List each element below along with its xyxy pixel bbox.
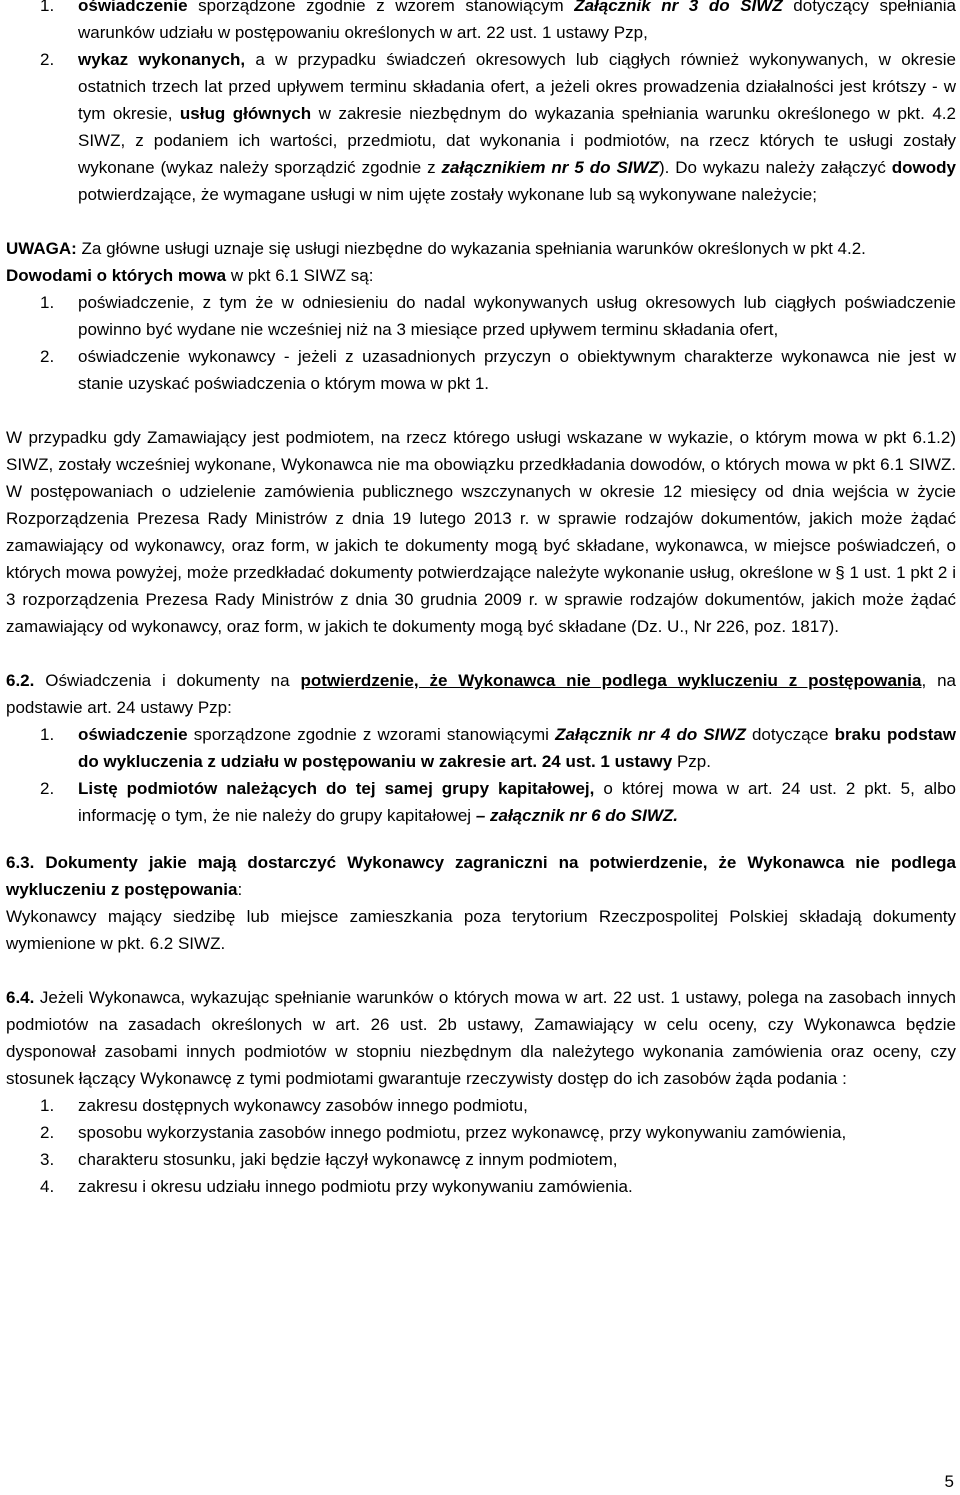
dowody-heading: Dowodami o których mowa w pkt 6.1 SIWZ są: <box>6 266 374 285</box>
uwaga-note: UWAGA: Za główne usługi uznaje się usługi niezbędne do wykazania spełniania warunków określonych w pkt 4.2. <box>6 239 866 258</box>
list-number: 2. <box>40 779 55 798</box>
page-number: 5 <box>944 1472 954 1491</box>
list-item-wykaz: 2. wykaz wykonanych, a w przypadku świadczeń okresowych lub ciągłych również wykonywanych, w okresie ostatnich trzech lat przed upływem terminu składania ofert, a jeżeli okres prowadzenia działalności jest krótszy - w tym okresie, usług głównych w zakresie niezbędnym do wykazania spełniania warunku określonego w pkt. 4.2 SIWZ, z podaniem ich wartości, przedmiotu, dat wykonania i podmiotów, na rzecz których te usługi zostały wykonane (wykaz należy sporządzić zgodnie z załącznikiem nr 5 do SIWZ). Do wykazu należy załączyć dowody potwierdzające, że wymagane usługi w nim ujęte zostały wykonane lub są wykonywane należycie; <box>6 46 956 208</box>
list-number: 1. <box>40 725 55 744</box>
list-item-6-4-4: 4. zakresu i okresu udziału innego podmiotu przy wykonywaniu zamówienia. <box>6 1173 956 1200</box>
section-6-2-heading: 6.2. Oświadczenia i dokumenty na potwierdzenie, że Wykonawca nie podlega wykluczeniu z postępowania, na podstawie art. 24 ustawy Pzp: <box>6 671 956 717</box>
paragraph-zamawiajacy: W przypadku gdy Zamawiający jest podmiotem, na rzecz którego usługi wskazane w wykazie, o którym mowa w pkt 6.1.2) SIWZ, zostały wcześniej wykonane, Wykonawca nie ma obowiązku przedkładania dowodów, o których mowa w pkt 6.1 SIWZ. W postępowaniach o udzielenie zamówienia publicznego wszczynanych w okresie 12 miesięcy od dnia wejścia w życie Rozporządzenia Prezesa Rady Ministrów z dnia 19 lutego 2013 r. w sprawie rodzajów dokumentów, jakich może żądać zamawiający od wykonawcy, oraz form, w jakich te dokumenty mogą być składane, wykonawca, w miejsce poświadczeń, o których mowa powyżej, może przedkładać dokumenty potwierdzające należyte wykonanie usług, określone w § 1 ust. 1 pkt 2 i 3 rozporządzenia Prezesa Rady Ministrów z dnia 30 grudnia 2009 r. w sprawie rodzajów dokumentów, jakich może żądać zamawiający od wykonawcy, oraz form, w jakich te dokumenty mogą być składane (Dz. U., Nr 226, poz. 1817). <box>6 428 956 636</box>
list-number: 2. <box>40 1123 55 1142</box>
list-number: 2. <box>40 347 55 366</box>
list-number: 3. <box>40 1150 55 1169</box>
list-number: 1. <box>40 1096 55 1115</box>
list-number: 1. <box>40 0 55 15</box>
document-page <box>6 0 956 1200</box>
section-6-3-heading: 6.3. Dokumenty jakie mają dostarczyć Wykonawcy zagraniczni na potwierdzenie, że Wykonawca nie podlega wykluczeniu z postępowania: <box>6 853 956 899</box>
list-item-poswiadczenie: 1. poświadczenie, z tym że w odniesieniu do nadal wykonywanych usług okresowych lub ciągłych poświadczenie powinno być wydane nie wcześniej niż na 3 miesiące przed upływem terminu składania ofert, <box>6 289 956 343</box>
list-item-6-4-3: 3. charakteru stosunku, jaki będzie łączył wykonawcę z innym podmiotem, <box>6 1146 956 1173</box>
list-item-6-4-2: 2. sposobu wykorzystania zasobów innego podmiotu, przez wykonawcę, przy wykonywaniu zamówienia, <box>6 1119 956 1146</box>
section-6-3-text: Wykonawcy mający siedzibę lub miejsce zamieszkania poza terytorium Rzeczpospolitej Polskiej składają dokumenty wymienione w pkt. 6.2 SIWZ. <box>6 907 956 953</box>
list-item-6-2-oswiadczenie: 1. oświadczenie sporządzone zgodnie z wzorami stanowiącymi Załącznik nr 4 do SIWZ dotyczące braku podstaw do wykluczenia z udziału w postępowaniu w zakresie art. 24 ust. 1 ustawy Pzp. <box>6 721 956 775</box>
section-6-4-text: 6.4. Jeżeli Wykonawca, wykazując spełnianie warunków o których mowa w art. 22 ust. 1 ustawy, polega na zasobach innych podmiotów na zasadach określonych w art. 26 ust. 2b ustawy, Zamawiający w celu oceny, czy Wykonawca będzie dysponował zasobami innych podmiotów w stopniu niezbędnym dla należytego wykonania zamówienia oraz oceny, czy stosunek łączący Wykonawcę z tymi podmiotami gwarantuje rzeczywisty dostęp do ich zasobów żąda podania : <box>6 988 956 1088</box>
list-item-6-4-1: 1. zakresu dostępnych wykonawcy zasobów innego podmiotu, <box>6 1092 956 1119</box>
list-item-6-2-lista: 2. Listę podmiotów należących do tej samej grupy kapitałowej, o której mowa w art. 24 ust. 2 pkt. 5, albo informację o tym, że nie należy do grupy kapitałowej – załącznik nr 6 do SIWZ. <box>6 775 956 829</box>
list-item-oswiadczenie-wykonawcy: 2. oświadczenie wykonawcy - jeżeli z uzasadnionych przyczyn o obiektywnym charakterze wykonawca nie jest w stanie uzyskać poświadczenia o którym mowa w pkt 1. <box>6 343 956 397</box>
list-number: 1. <box>40 293 55 312</box>
list-number: 2. <box>40 50 55 69</box>
list-number: 4. <box>40 1177 55 1196</box>
list-item-oswiadczenie: 1. oświadczenie sporządzone zgodnie z wzorem stanowiącym Załącznik nr 3 do SIWZ dotyczący spełniania warunków udziału w postępowaniu określonych w art. 22 ust. 1 ustawy Pzp, <box>6 0 956 46</box>
